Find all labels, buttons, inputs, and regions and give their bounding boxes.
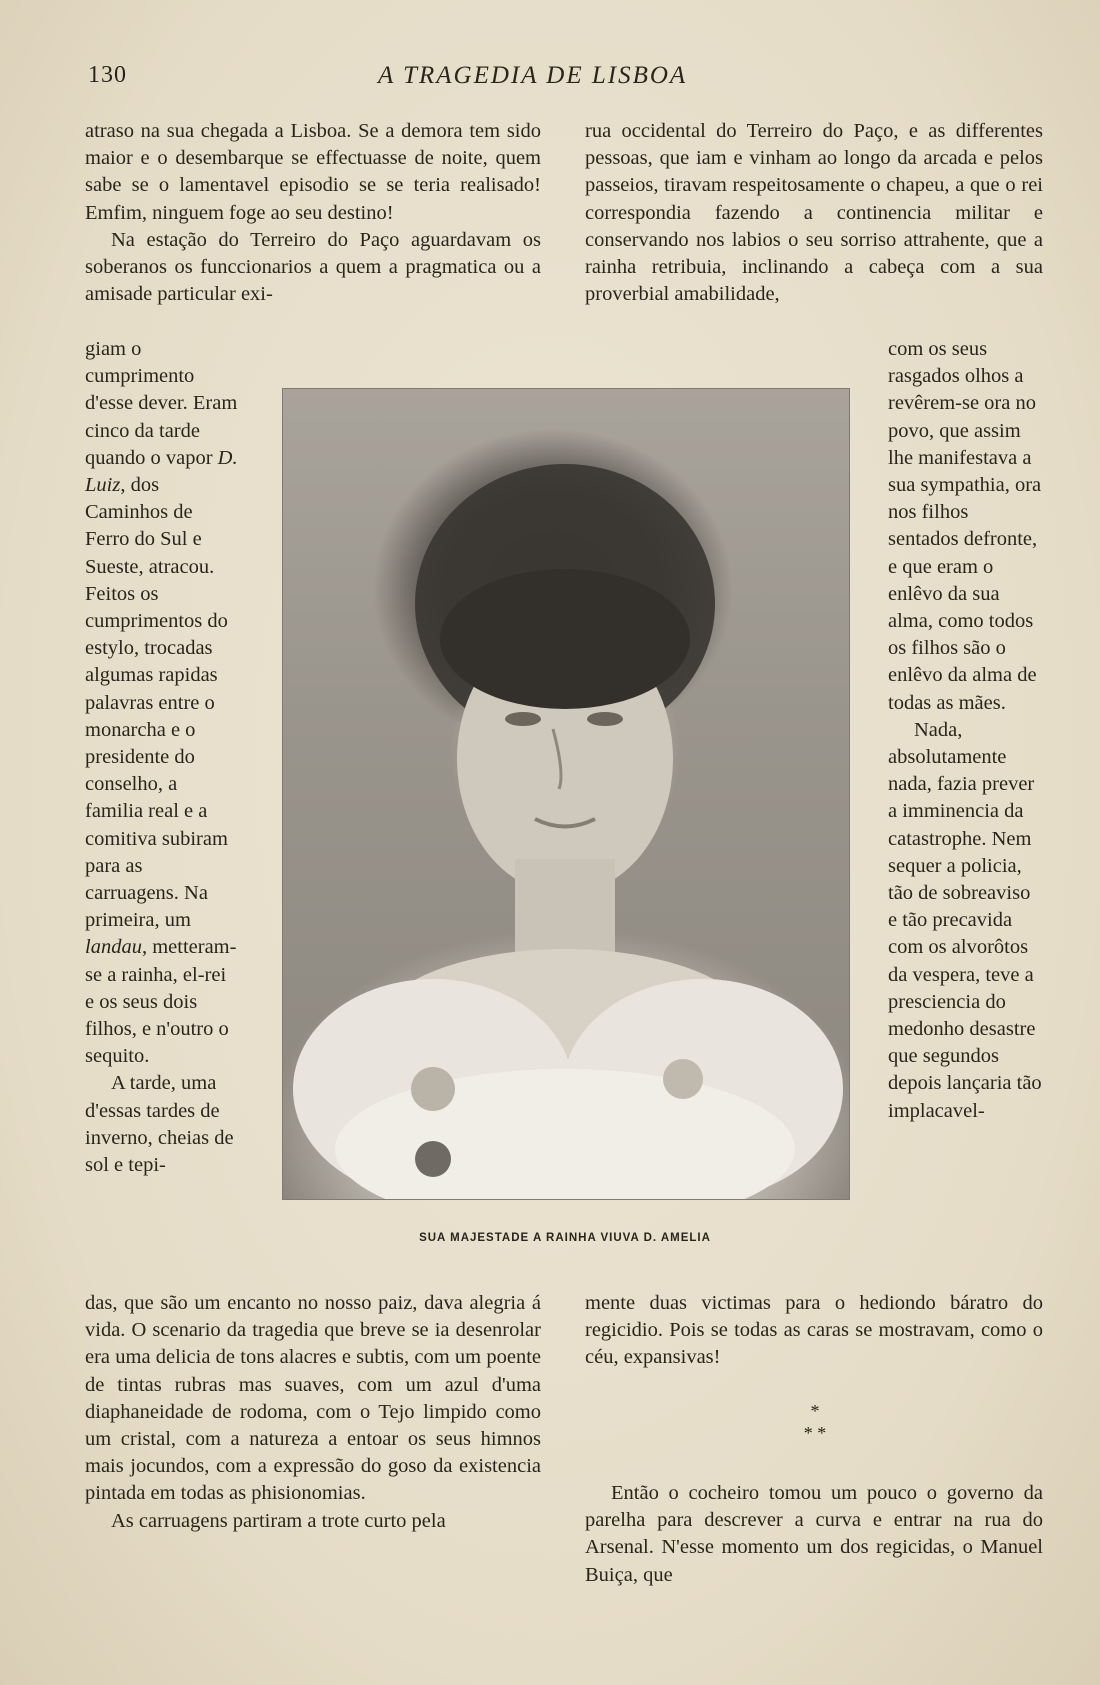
paragraph: das, que são um encanto no nosso paiz, dava alegria á vida. O scenario da tragedia que breve se ia desenrolar era uma delicia de tons alacres e subtis, com um poente de tintas rubras mas suaves, com um azul d'uma diaphaneidade de rodoma, com o Tejo limpido como um cristal, com a natureza a entoar os seus himnos mais jocundos, com a expressão do goso da existencia pintada em todas as phisionomias. [85,1292,541,1505]
paragraph: A tarde, uma d'essas tardes de inverno, cheias de sol e tepi- [85,1072,234,1177]
paragraph: mente duas victimas para o hediondo báratro do regicidio. Pois se todas as caras se mostravam, como o céu, expansivas! [585,1292,1043,1369]
text-run: , metteram-se a rainha, el-rei e os seus dois filhos, e n'outro o sequito. [85,936,237,1068]
paragraph: Nada, absolutamente nada, fazia prever a imminencia da catastrophe. Nem sequer a policia, tão de sobreaviso e tão precavida com os alvorôtos da vespera, teve a presciencia do medonho desastre que segundos depois lançaria tão implacavel- [888,718,1042,1122]
portrait-illustration [283,389,849,1199]
text-run: giam o cumprimento d'esse dever. Eram cinco da tarde quando o vapor [85,338,238,469]
paragraph [85,336,238,1070]
left-column-narrow [85,336,238,1179]
paragraph: As carruagens partiram a trote curto pela [111,1509,446,1532]
right-column-after-break [585,1480,1043,1589]
right-column-narrow [888,336,1043,1125]
right-column-bottom [585,1290,1043,1372]
paragraph: Então o cocheiro tomou um pouco o governo da parelha para descrever a curva e entrar na rua do Arsenal. N'esse momento um dos regicidas, o Manuel Buiça, que [585,1482,1043,1586]
paragraph: com os seus rasgados olhos a revêrem-se ora no povo, que assim lhe manifestava a sua sympathia, ora nos filhos sentados defronte, e que eram o enlêvo da sua alma, como todos os filhos são o enlêvo da alma de todas as mães. [888,338,1042,714]
paragraph: rua occidental do Terreiro do Paço, e as differentes pessoas, que iam e vinham ao longo da arcada e pelos passeios, tiravam respeitosamente o chapeu, a que o rei correspondia fazendo a continencia militar e conservando nos labios o seu sorriso attrahente, que a rainha retribuia, inclinando a cabeça com a sua proverbial amabilidade, [585,120,1043,306]
paragraph: atraso na sua chegada a Lisboa. Se a demora tem sido maior e o desembarque se effectuasse de noite, quem sabe se o lamentavel episodio se se teria realisado! Emfim, ninguem foge ao seu destino! [85,120,541,224]
running-title: A TRAGEDIA DE LISBOA [378,62,688,89]
paragraph: Na estação do Terreiro do Paço aguardavam os soberanos os funccionarios a quem a pragmatica ou a amisade particular exi- [85,228,541,306]
text-run: , dos Caminhos de Ferro do Sul e Sueste, atracou. Feitos os cumprimentos do estylo, trocadas algumas rapidas palavras entre o monarcha e o presidente do conselho, a familia real e a comitiva subiram para as carruagens. Na primeira, um [85,474,228,932]
italic-word: landau [85,936,142,959]
left-column-bottom [85,1290,541,1535]
portrait-photo [282,388,850,1200]
ship-name: D. Luiz [85,446,238,497]
photo-caption: SUA MAJESTADE A RAINHA VIUVA D. AMELIA [419,1232,711,1244]
left-column-top [85,118,541,308]
right-column-top [585,118,1043,308]
section-asterism: * * * [803,1401,827,1443]
page-number: 130 [88,62,127,88]
page-header [88,62,748,96]
